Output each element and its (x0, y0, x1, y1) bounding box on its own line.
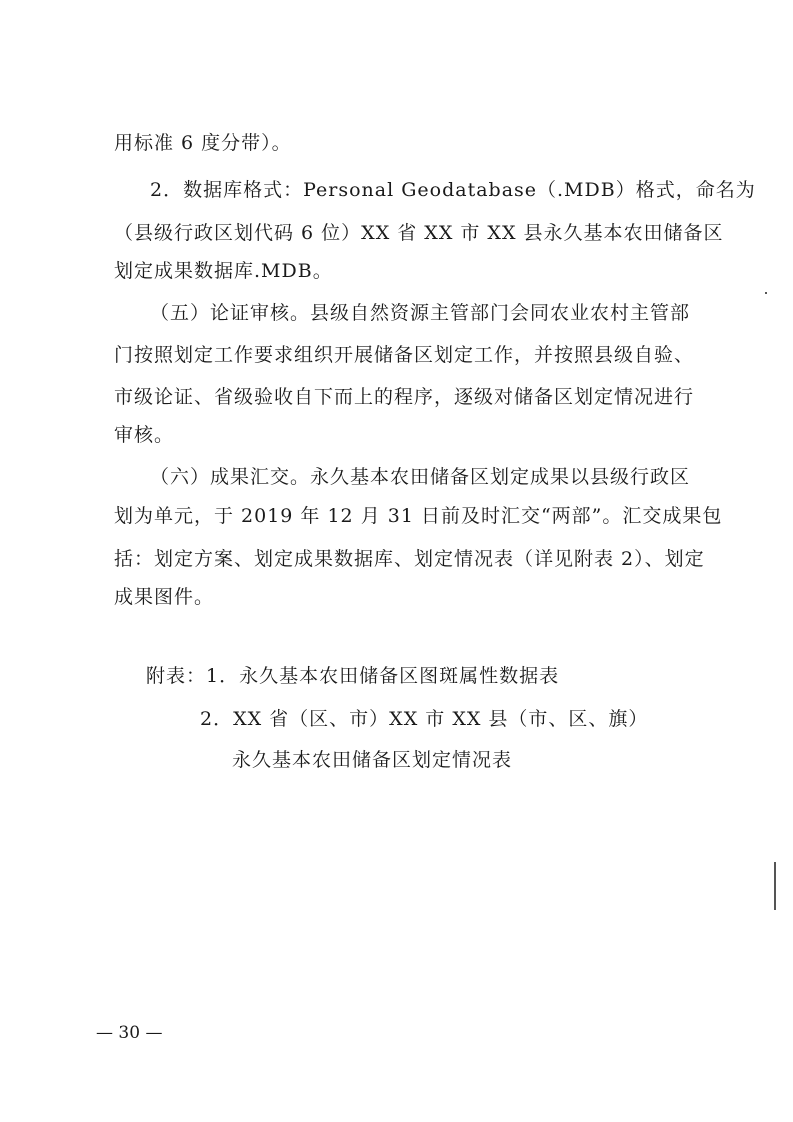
paragraph-line: 划定成果数据库.MDB。 (114, 260, 333, 282)
attachment-item: 2．XX 省（区、市）XX 市 XX 县（市、区、旗） (200, 708, 649, 730)
attachment-item: 附表：1．永久基本农田储备区图斑属性数据表 (146, 665, 560, 687)
scan-line-mark (774, 862, 776, 910)
paragraph-line: 市级论证、省级验收自下而上的程序，逐级对储备区划定情况进行 (114, 386, 695, 408)
paragraph-line: 门按照划定工作要求组织开展储备区划定工作，并按照县级自验、 (114, 344, 695, 366)
scan-dot (765, 292, 767, 294)
page-number: — 30 — (96, 1023, 163, 1043)
paragraph-line: 划为单元，于 2019 年 12 月 31 日前及时汇交“两部”。汇交成果包 (114, 505, 723, 527)
paragraph-line: （县级行政区划代码 6 位）XX 省 XX 市 XX 县永久基本农田储备区 (114, 222, 724, 244)
paragraph-line: 2．数据库格式：Personal Geodatabase（.MDB）格式，命名为 (150, 179, 756, 201)
section-heading-line: （五）论证审核。县级自然资源主管部门会同农业农村主管部 (150, 302, 691, 324)
paragraph-line: 成果图件。 (114, 586, 215, 608)
paragraph-line: 用标准 6 度分带）。 (114, 132, 292, 154)
paragraph-line: 括：划定方案、划定成果数据库、划定情况表（详见附表 2）、划定 (114, 548, 705, 570)
attachment-item: 永久基本农田储备区划定情况表 (232, 749, 513, 771)
paragraph-line: 审核。 (114, 424, 175, 446)
section-heading-line: （六）成果汇交。永久基本农田储备区划定成果以县级行政区 (150, 466, 691, 488)
